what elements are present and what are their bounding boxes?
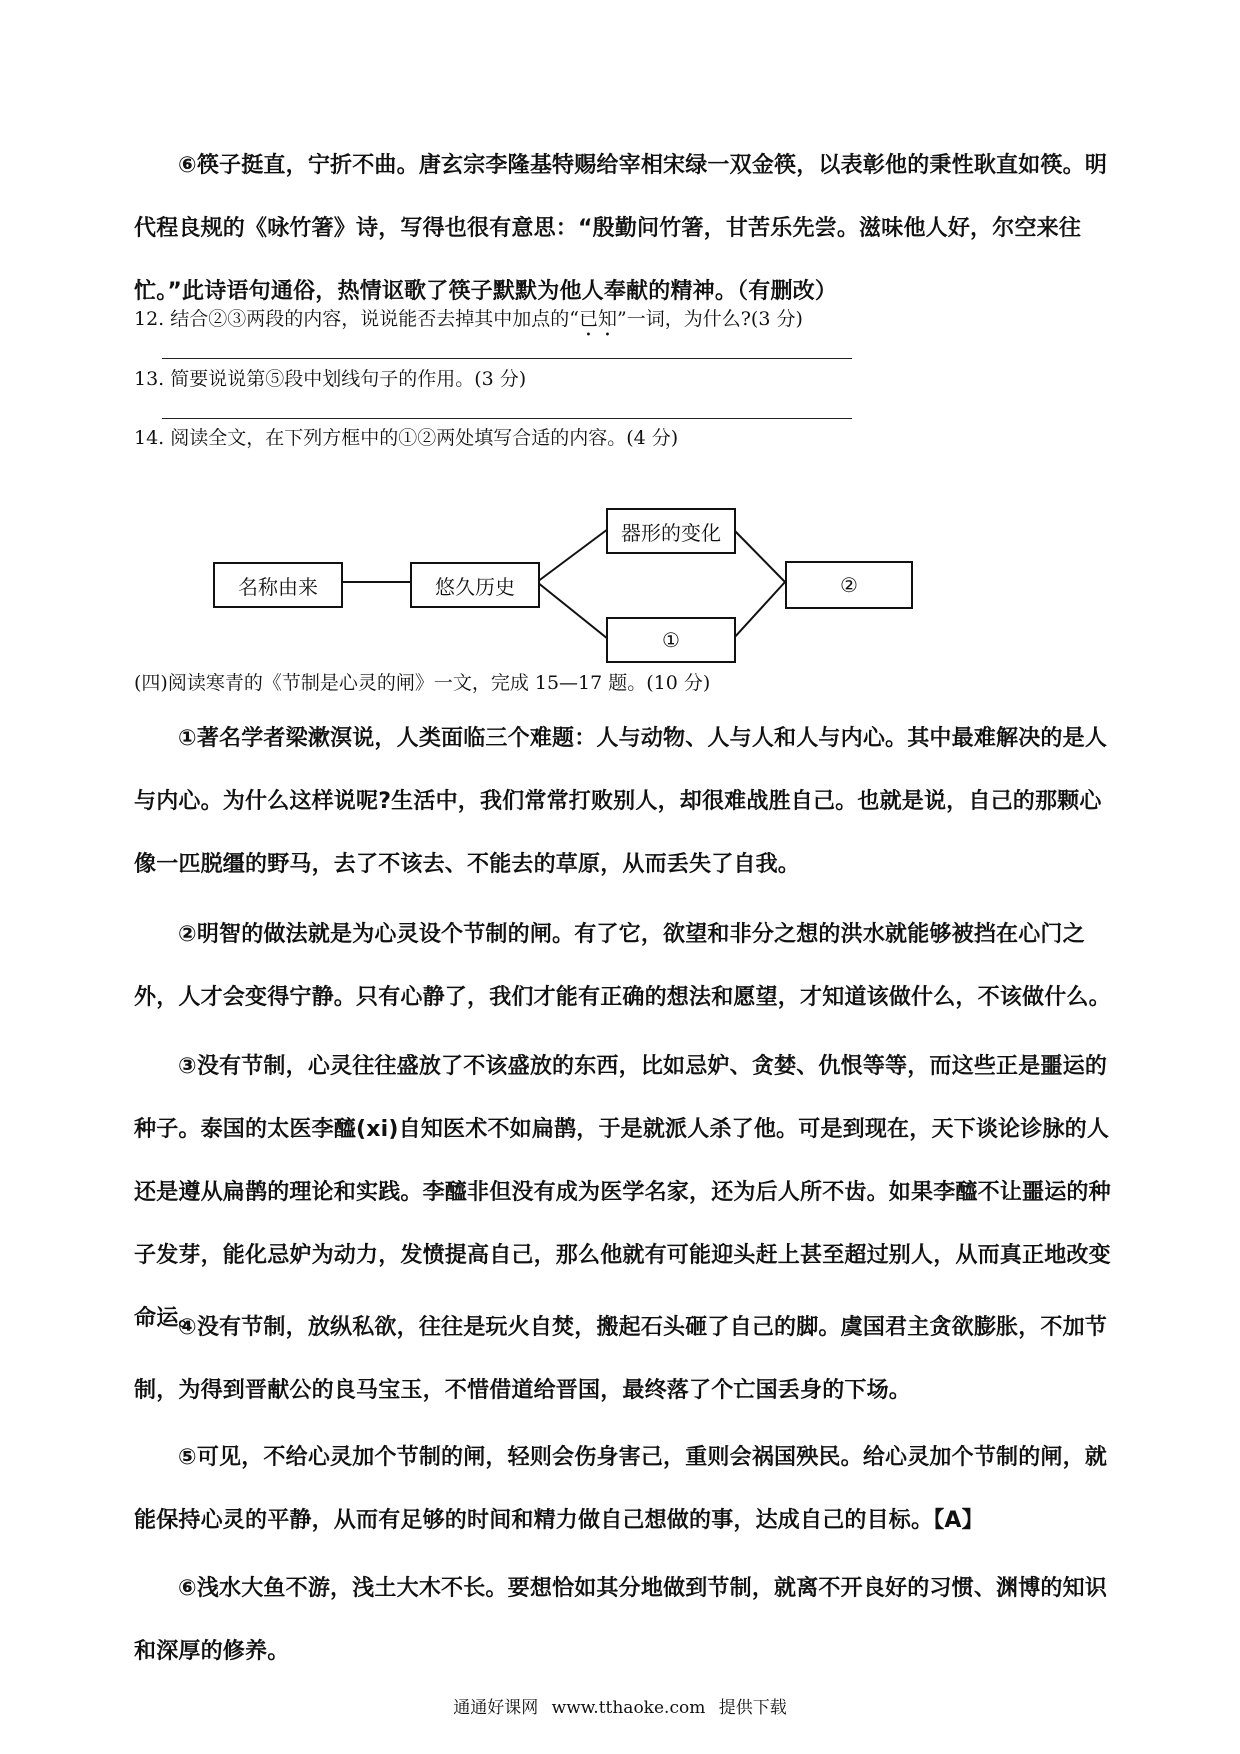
- passage2-paragraph-5: ⑤可见，不给心灵加个节制的闸，轻则会伤身害己，重则会祸国殃民。给心灵加个节制的闸，就能保持心灵的平静，从而有足够的时间和精力做自己想做的事，达成自己的目标。【A】: [134, 1445, 1108, 1533]
- box-blank-1: ①: [606, 617, 736, 663]
- answer-line-13: [162, 418, 852, 419]
- box-long-history: 悠久历史: [410, 562, 540, 608]
- footer-site-name: 通通好课网: [453, 1698, 539, 1718]
- question-14: 14. 阅读全文，在下列方框中的①②两处填写合适的内容。(4 分): [134, 427, 679, 449]
- passage2-paragraph-3: ③没有节制，心灵往往盛放了不该盛放的东西，比如忌妒、贪婪、仇恨等等，而这些正是噩运的种子。泰国的太医李醯(xi)自知医术不如扁鹊，于是就派人杀了他。可是到现在，天下谈论诊脉的人还是遵从扁鹊的理论和实践。李醯非但没有成为医学名家，还为后人所不齿。如果李醯不让噩运的种子发芽，能化忌妒为动力，发愤提高自己，那么他就有可能迎头赶上甚至超过别人，从而真正地改变命运。: [134, 1054, 1111, 1331]
- connector-shape-blank2: [733, 529, 785, 582]
- box-blank-2: ②: [785, 561, 913, 609]
- footer-url: www.tthaoke.com: [551, 1698, 706, 1718]
- footer-note: 提供下载: [718, 1698, 787, 1718]
- passage2-paragraph-4: ④没有节制，放纵私欲，往往是玩火自焚，搬起石头砸了自己的脚。虞国君主贪欲膨胀，不加节制，为得到晋献公的良马宝玉，不惜借道给晋国，最终落了个亡国丢身的下场。: [134, 1315, 1108, 1403]
- passage1-paragraph-6: ⑥筷子挺直，宁折不曲。唐玄宗李隆基特赐给宰相宋绿一双金筷，以表彰他的秉性耿直如筷。明代程良规的《咏竹箸》诗，写得也很有意思：“殷勤问竹箸，甘苦乐先尝。滋味他人好，尔空来往忙。”此诗语句通俗，热情讴歌了筷子默默为他人奉献的精神。（有删改）: [134, 153, 1108, 304]
- question-12-dotted-word: 已知: [578, 308, 617, 330]
- page-footer: [0, 1693, 1240, 1718]
- question-12-text-pre: 12. 结合②③两段的内容，说说能否去掉其中加点的“: [134, 308, 579, 330]
- question-13: 13. 简要说说第⑤段中划线句子的作用。(3 分): [134, 368, 527, 390]
- passage2-paragraph-1: ①著名学者梁漱溟说，人类面临三个难题：人与动物、人与人和人与内心。其中最难解决的是人与内心。为什么这样说呢?生活中，我们常常打败别人，却很难战胜自己。也就是说，自己的那颗心像一匹脱缰的野马，去了不该去、不能去的草原，从而丢失了自我。: [134, 726, 1108, 877]
- connector-history-blank1: [537, 582, 608, 639]
- box-name-origin: 名称由来: [213, 562, 343, 608]
- question-12: [134, 306, 803, 341]
- box-shape-change: 器形的变化: [606, 508, 736, 554]
- passage2-paragraph-6: ⑥浅水大鱼不游，浅土大木不长。要想恰如其分地做到节制，就离不开良好的习惯、渊博的知识和深厚的修养。: [134, 1576, 1108, 1664]
- passage2-paragraph-2: ②明智的做法就是为心灵设个节制的闸。有了它，欲望和非分之想的洪水就能够被挡在心门之外，人才会变得宁静。只有心静了，我们才能有正确的想法和愿望，才知道该做什么，不该做什么。: [134, 922, 1111, 1010]
- answer-line-12: [162, 358, 852, 359]
- question-12-text-post: ”一词，为什么?(3 分): [617, 308, 803, 330]
- connector-blank1-blank2: [733, 582, 785, 639]
- section-4-heading: (四)阅读寒青的《节制是心灵的闸》一文，完成 15—17 题。(10 分): [134, 672, 711, 694]
- connector-history-shape: [537, 529, 608, 582]
